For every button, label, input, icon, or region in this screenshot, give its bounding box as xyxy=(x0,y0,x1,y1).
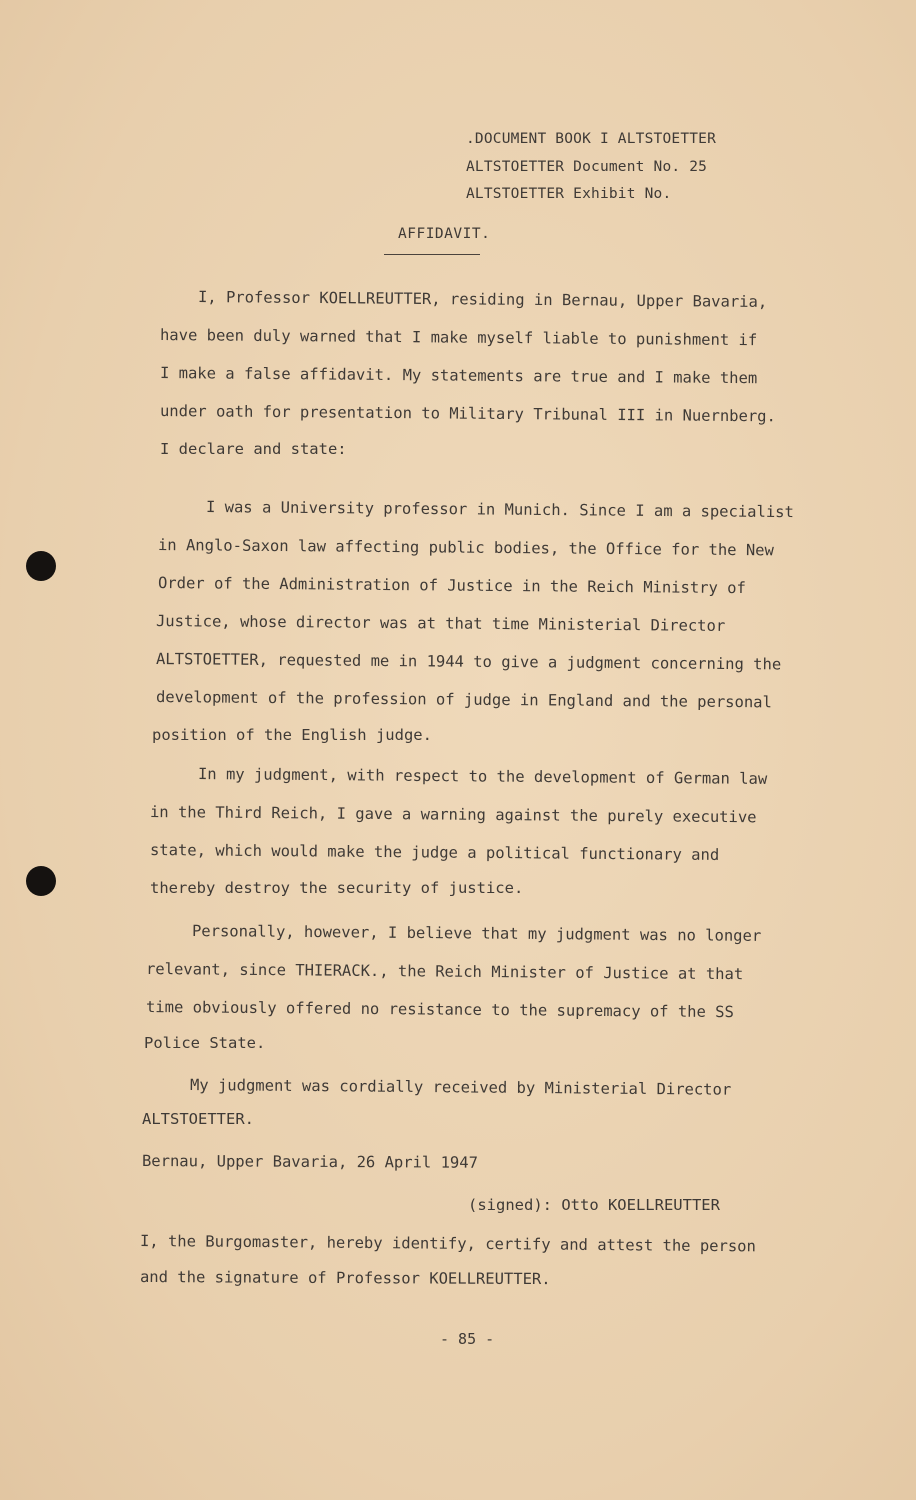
body-line: I was a University professor in Munich. Since I am a specialist xyxy=(205,498,794,522)
document-header xyxy=(466,126,716,209)
document-title: AFFIDAVIT. xyxy=(398,226,491,242)
header-exhibit-number: ALTSTOETTER Exhibit No. xyxy=(466,186,672,202)
body-line: Order of the Administration of Justice in the Reich Ministry of xyxy=(157,574,746,598)
signature-line: (signed): Otto KOELLREUTTER xyxy=(468,1196,720,1214)
page-number: - 85 - xyxy=(440,1330,495,1348)
body-line: ALTSTOETTER, requested me in 1944 to give a judgment concerning the xyxy=(155,650,782,674)
body-line: and the signature of Professor KOELLREUTTER. xyxy=(139,1268,551,1289)
body-line: in the Third Reich, I gave a warning against the purely executive xyxy=(149,803,757,827)
header-document-book: .DOCUMENT BOOK I ALTSTOETTER xyxy=(466,131,717,147)
place-date-line: Bernau, Upper Bavaria, 26 April 1947 xyxy=(141,1152,478,1172)
body-line: position of the English judge. xyxy=(152,726,432,744)
body-line: under oath for presentation to Military Tribunal III in Nuernberg. xyxy=(159,402,776,426)
body-line: development of the profession of judge in England and the personal xyxy=(155,688,772,712)
body-line: state, which would make the judge a political functionary and xyxy=(149,841,720,864)
body-line: relevant, since THIERACK., the Reich Minister of Justice at that xyxy=(145,960,744,984)
body-line: I make a false affidavit. My statements are true and I make them xyxy=(159,364,758,388)
body-line: time obviously offered no resistance to the supremacy of the SS xyxy=(145,998,734,1022)
body-line: I declare and state: xyxy=(160,440,347,458)
title-underline xyxy=(384,254,480,255)
body-line: have been duly warned that I make myself liable to punishment if xyxy=(159,326,758,350)
body-line: Justice, whose director was at that time Ministerial Director xyxy=(155,612,726,635)
body-line: Police State. xyxy=(144,1034,266,1052)
punch-hole-bottom xyxy=(26,866,56,896)
body-line: I, Professor KOELLREUTTER, residing in Bernau, Upper Bavaria, xyxy=(197,288,768,311)
body-line: In my judgment, with respect to the development of German law xyxy=(197,765,768,788)
body-line: My judgment was cordially received by Ministerial Director xyxy=(189,1076,732,1099)
header-document-number: ALTSTOETTER Document No. 25 xyxy=(466,158,708,175)
punch-hole-top xyxy=(26,551,56,581)
body-line: Personally, however, I believe that my judgment was no longer xyxy=(191,922,762,945)
body-line: thereby destroy the security of justice. xyxy=(150,879,524,897)
body-line: I, the Burgomaster, hereby identify, certify and attest the person xyxy=(139,1232,756,1256)
body-line: ALTSTOETTER. xyxy=(142,1110,254,1128)
body-line: in Anglo-Saxon law affecting public bodies, the Office for the New xyxy=(157,536,774,560)
